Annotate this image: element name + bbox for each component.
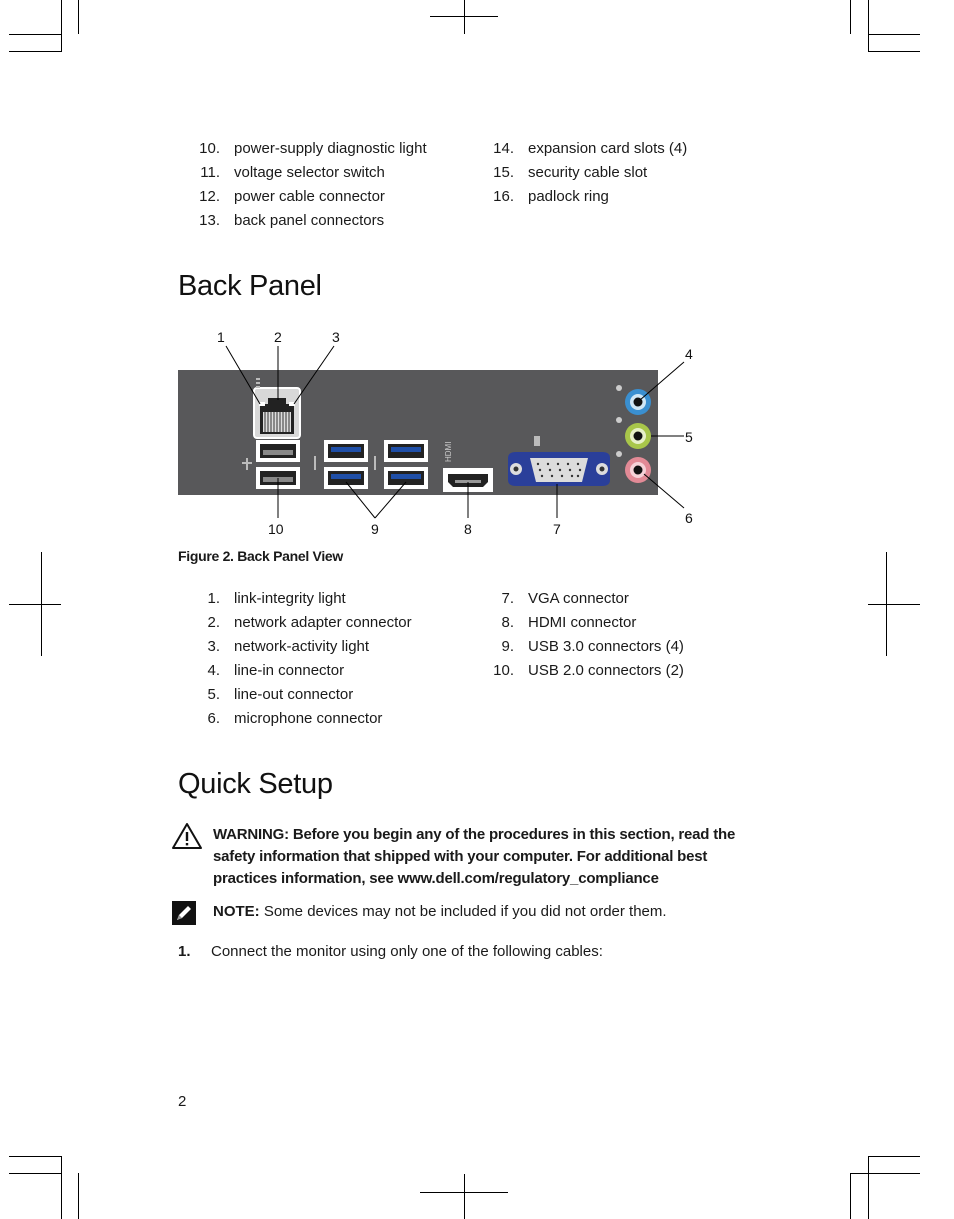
list-item: 11. voltage selector switch (200, 164, 385, 181)
list-item: 14. expansion card slots (4) (493, 140, 688, 157)
figure-caption: Figure 2. Back Panel View (178, 548, 343, 564)
step-text: Connect the monitor using only one of the following cables: (211, 943, 603, 960)
step-number: 1. (178, 943, 191, 960)
list-item: 9. USB 3.0 connectors (4) (501, 638, 684, 655)
legend-list-left (190, 587, 412, 731)
callout-8: 8 (464, 521, 472, 537)
legend-list-right (484, 587, 684, 683)
callout-7: 7 (553, 521, 561, 537)
quick-setup-heading: Quick Setup (178, 768, 333, 800)
callout-4: 4 (685, 346, 693, 362)
note-label: NOTE: (213, 903, 260, 920)
callout-10: 10 (268, 521, 284, 537)
back-panel-heading: Back Panel (178, 270, 322, 302)
list-item: 10. USB 2.0 connectors (2) (493, 662, 684, 679)
callout-9: 9 (371, 521, 379, 537)
callout-3: 3 (332, 329, 340, 345)
microphone-jack (625, 457, 651, 483)
callout-1: 1 (217, 329, 225, 345)
list-item: 10. power-supply diagnostic light (199, 140, 427, 157)
list-item: 2. network adapter connector (207, 614, 412, 631)
list-item: 5. line-out connector (207, 686, 354, 703)
line-in-jack (625, 389, 651, 415)
note-body: Some devices may not be included if you did not order them. (259, 903, 667, 920)
list-item: 8. HDMI connector (501, 614, 637, 631)
list-item: 6. microphone connector (207, 710, 383, 727)
callout-2: 2 (274, 329, 282, 345)
component-list-left (190, 137, 427, 233)
line-out-jack (625, 423, 651, 449)
callout-6: 6 (685, 510, 693, 526)
setup-step-1 (178, 941, 603, 963)
component-list-right (484, 137, 687, 209)
network-adapter-connector (254, 388, 300, 438)
list-item: 4. line-in connector (207, 662, 345, 679)
note-text (213, 901, 667, 923)
network-icon (256, 378, 260, 388)
list-item: 16. padlock ring (493, 188, 609, 205)
list-item: 1. link-integrity light (207, 590, 346, 607)
list-item: 7. VGA connector (501, 590, 629, 607)
back-panel-figure (170, 322, 710, 542)
warning-text: WARNING: Before you begin any of the procedures in this section, read the safety information that shipped with your computer. For additional best practices information, see www.dell.com/regulatory_compliance (213, 826, 736, 887)
note-icon (171, 900, 197, 926)
callout-5: 5 (685, 429, 693, 445)
list-item: 15. security cable slot (493, 164, 648, 181)
list-item: 12. power cable connector (199, 188, 385, 205)
hdmi-label: HDMI (444, 441, 453, 462)
warning-icon (171, 822, 203, 850)
list-item: 13. back panel connectors (199, 212, 385, 229)
page-number: 2 (178, 1093, 187, 1110)
list-item: 3. network-activity light (207, 638, 370, 655)
